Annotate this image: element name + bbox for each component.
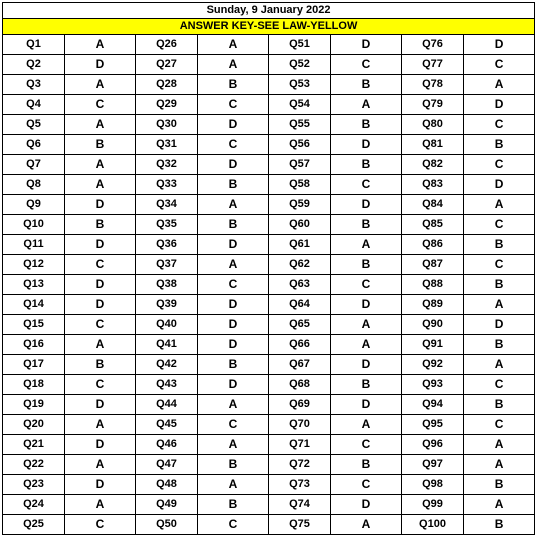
answer-letter: A — [464, 295, 535, 315]
answer-letter: B — [198, 355, 269, 375]
question-number: Q72 — [269, 455, 331, 475]
answer-letter: A — [331, 515, 402, 535]
question-number: Q28 — [136, 75, 198, 95]
answer-letter: B — [65, 135, 136, 155]
question-number: Q69 — [269, 395, 331, 415]
question-number: Q65 — [269, 315, 331, 335]
answer-letter: B — [331, 155, 402, 175]
question-number: Q1 — [3, 35, 65, 55]
question-number: Q52 — [269, 55, 331, 75]
question-number: Q59 — [269, 195, 331, 215]
answer-letter: D — [65, 295, 136, 315]
question-number: Q97 — [402, 455, 464, 475]
answer-letter: C — [65, 315, 136, 335]
answer-letter: D — [331, 35, 402, 55]
answer-letter: C — [65, 375, 136, 395]
question-number: Q91 — [402, 335, 464, 355]
answer-key-table — [2, 2, 535, 535]
question-number: Q20 — [3, 415, 65, 435]
question-number: Q40 — [136, 315, 198, 335]
table-row — [3, 95, 535, 115]
question-number: Q46 — [136, 435, 198, 455]
answer-letter: D — [198, 155, 269, 175]
question-number: Q21 — [3, 435, 65, 455]
question-number: Q29 — [136, 95, 198, 115]
question-number: Q6 — [3, 135, 65, 155]
question-number: Q79 — [402, 95, 464, 115]
answer-letter: B — [464, 275, 535, 295]
question-number: Q36 — [136, 235, 198, 255]
question-number: Q22 — [3, 455, 65, 475]
answer-letter: C — [331, 475, 402, 495]
question-number: Q3 — [3, 75, 65, 95]
question-number: Q55 — [269, 115, 331, 135]
answer-letter: D — [65, 195, 136, 215]
answer-letter: C — [464, 415, 535, 435]
question-number: Q24 — [3, 495, 65, 515]
question-number: Q71 — [269, 435, 331, 455]
question-number: Q96 — [402, 435, 464, 455]
answer-letter: D — [65, 275, 136, 295]
question-number: Q23 — [3, 475, 65, 495]
question-number: Q57 — [269, 155, 331, 175]
question-number: Q58 — [269, 175, 331, 195]
answer-letter: A — [65, 495, 136, 515]
answer-letter: B — [198, 495, 269, 515]
question-number: Q37 — [136, 255, 198, 275]
question-number: Q93 — [402, 375, 464, 395]
question-number: Q12 — [3, 255, 65, 275]
question-number: Q98 — [402, 475, 464, 495]
answer-letter: A — [65, 335, 136, 355]
answer-letter: C — [331, 275, 402, 295]
question-number: Q39 — [136, 295, 198, 315]
answer-letter: A — [65, 175, 136, 195]
answer-letter: D — [331, 295, 402, 315]
answer-letter: B — [65, 355, 136, 375]
table-row — [3, 295, 535, 315]
answer-letter: A — [65, 35, 136, 55]
answer-letter: D — [198, 115, 269, 135]
question-number: Q16 — [3, 335, 65, 355]
question-number: Q87 — [402, 255, 464, 275]
answer-letter: B — [464, 475, 535, 495]
table-row — [3, 315, 535, 335]
question-number: Q31 — [136, 135, 198, 155]
answer-letter: A — [65, 455, 136, 475]
table-row — [3, 75, 535, 95]
question-number: Q48 — [136, 475, 198, 495]
answer-letter: A — [198, 475, 269, 495]
table-row — [3, 335, 535, 355]
question-number: Q45 — [136, 415, 198, 435]
question-number: Q5 — [3, 115, 65, 135]
table-row — [3, 495, 535, 515]
table-row — [3, 255, 535, 275]
answer-letter: B — [331, 255, 402, 275]
answer-letter: B — [331, 115, 402, 135]
table-row — [3, 275, 535, 295]
answer-letter: D — [464, 175, 535, 195]
date-row — [3, 3, 535, 19]
answer-letter: A — [65, 75, 136, 95]
answer-letter: D — [331, 195, 402, 215]
answer-letter: A — [464, 455, 535, 475]
table-row — [3, 55, 535, 75]
answer-letter: A — [464, 355, 535, 375]
question-number: Q47 — [136, 455, 198, 475]
question-number: Q2 — [3, 55, 65, 75]
question-number: Q67 — [269, 355, 331, 375]
answer-letter: A — [198, 395, 269, 415]
answer-letter: D — [65, 55, 136, 75]
answer-letter: B — [464, 335, 535, 355]
question-number: Q86 — [402, 235, 464, 255]
answer-letter: D — [65, 235, 136, 255]
question-number: Q94 — [402, 395, 464, 415]
answer-letter: C — [464, 215, 535, 235]
question-number: Q75 — [269, 515, 331, 535]
answer-letter: D — [464, 95, 535, 115]
question-number: Q95 — [402, 415, 464, 435]
question-number: Q49 — [136, 495, 198, 515]
answer-letter: A — [331, 335, 402, 355]
question-number: Q51 — [269, 35, 331, 55]
question-number: Q13 — [3, 275, 65, 295]
question-number: Q78 — [402, 75, 464, 95]
question-number: Q63 — [269, 275, 331, 295]
table-row — [3, 395, 535, 415]
banner-row — [3, 19, 535, 35]
answer-letter: B — [198, 75, 269, 95]
answer-letter: C — [198, 515, 269, 535]
table-row — [3, 135, 535, 155]
table-row — [3, 215, 535, 235]
answer-letter: C — [198, 415, 269, 435]
question-number: Q53 — [269, 75, 331, 95]
answer-letter: D — [198, 335, 269, 355]
table-row — [3, 175, 535, 195]
question-number: Q19 — [3, 395, 65, 415]
question-number: Q62 — [269, 255, 331, 275]
answer-letter: B — [331, 75, 402, 95]
question-number: Q70 — [269, 415, 331, 435]
answer-letter: C — [464, 55, 535, 75]
question-number: Q73 — [269, 475, 331, 495]
table-row — [3, 375, 535, 395]
question-number: Q38 — [136, 275, 198, 295]
table-row — [3, 435, 535, 455]
answer-letter: C — [464, 255, 535, 275]
question-number: Q99 — [402, 495, 464, 515]
answer-letter: B — [331, 455, 402, 475]
question-number: Q43 — [136, 375, 198, 395]
question-number: Q4 — [3, 95, 65, 115]
question-number: Q34 — [136, 195, 198, 215]
table-row — [3, 355, 535, 375]
answer-letter: A — [331, 415, 402, 435]
answer-letter: C — [65, 255, 136, 275]
question-number: Q14 — [3, 295, 65, 315]
answer-letter: A — [65, 415, 136, 435]
question-number: Q18 — [3, 375, 65, 395]
answer-letter: A — [464, 435, 535, 455]
answer-key-sheet — [2, 2, 533, 535]
answer-letter: D — [331, 135, 402, 155]
answer-letter: C — [464, 375, 535, 395]
answer-letter: C — [464, 155, 535, 175]
question-number: Q42 — [136, 355, 198, 375]
answer-letter: B — [464, 235, 535, 255]
answer-letter: B — [464, 395, 535, 415]
question-number: Q84 — [402, 195, 464, 215]
answer-letter: B — [198, 175, 269, 195]
answer-letter: D — [65, 395, 136, 415]
question-number: Q41 — [136, 335, 198, 355]
question-number: Q74 — [269, 495, 331, 515]
answer-letter: B — [331, 375, 402, 395]
answer-letter: D — [65, 435, 136, 455]
question-number: Q8 — [3, 175, 65, 195]
answer-letter: B — [331, 215, 402, 235]
table-row — [3, 455, 535, 475]
answer-letter: A — [198, 435, 269, 455]
table-row — [3, 475, 535, 495]
answer-letter: A — [464, 75, 535, 95]
answer-letter: A — [198, 35, 269, 55]
answer-letter: D — [198, 375, 269, 395]
answer-letter: A — [331, 315, 402, 335]
answer-letter: C — [464, 115, 535, 135]
answer-letter: C — [331, 175, 402, 195]
question-number: Q54 — [269, 95, 331, 115]
question-number: Q60 — [269, 215, 331, 235]
question-number: Q76 — [402, 35, 464, 55]
table-row — [3, 115, 535, 135]
answer-letter: D — [198, 235, 269, 255]
question-number: Q81 — [402, 135, 464, 155]
answer-key-banner: ANSWER KEY-SEE LAW-YELLOW — [3, 19, 535, 35]
answer-letter: B — [198, 455, 269, 475]
answer-letter: A — [198, 255, 269, 275]
question-number: Q61 — [269, 235, 331, 255]
question-number: Q7 — [3, 155, 65, 175]
answer-letter: B — [464, 135, 535, 155]
question-number: Q89 — [402, 295, 464, 315]
question-number: Q83 — [402, 175, 464, 195]
table-row — [3, 235, 535, 255]
answer-letter: D — [331, 355, 402, 375]
question-number: Q33 — [136, 175, 198, 195]
question-number: Q77 — [402, 55, 464, 75]
answer-letter: C — [65, 515, 136, 535]
answer-letter: C — [65, 95, 136, 115]
question-number: Q25 — [3, 515, 65, 535]
question-number: Q11 — [3, 235, 65, 255]
answer-letter: B — [198, 215, 269, 235]
question-number: Q35 — [136, 215, 198, 235]
table-row — [3, 35, 535, 55]
answer-letter: C — [198, 275, 269, 295]
answer-letter: C — [198, 135, 269, 155]
question-number: Q30 — [136, 115, 198, 135]
question-number: Q9 — [3, 195, 65, 215]
answer-letter: A — [65, 115, 136, 135]
question-number: Q15 — [3, 315, 65, 335]
question-number: Q32 — [136, 155, 198, 175]
question-number: Q56 — [269, 135, 331, 155]
answer-letter: A — [464, 495, 535, 515]
answer-letter: A — [198, 195, 269, 215]
answer-letter: D — [198, 295, 269, 315]
table-row — [3, 515, 535, 535]
table-row — [3, 415, 535, 435]
date-header: Sunday, 9 January 2022 — [3, 3, 535, 19]
answer-letter: A — [65, 155, 136, 175]
question-number: Q82 — [402, 155, 464, 175]
answer-letter: B — [464, 515, 535, 535]
question-number: Q64 — [269, 295, 331, 315]
table-row — [3, 195, 535, 215]
answer-letter: C — [198, 95, 269, 115]
answer-letter: A — [464, 195, 535, 215]
question-number: Q26 — [136, 35, 198, 55]
question-number: Q90 — [402, 315, 464, 335]
answer-letter: D — [464, 315, 535, 335]
question-number: Q100 — [402, 515, 464, 535]
question-number: Q80 — [402, 115, 464, 135]
answer-letter: A — [331, 235, 402, 255]
question-number: Q27 — [136, 55, 198, 75]
question-number: Q44 — [136, 395, 198, 415]
answer-letter: D — [331, 495, 402, 515]
question-number: Q50 — [136, 515, 198, 535]
answer-letter: A — [331, 95, 402, 115]
question-number: Q17 — [3, 355, 65, 375]
answer-letter: C — [331, 55, 402, 75]
question-number: Q66 — [269, 335, 331, 355]
question-number: Q92 — [402, 355, 464, 375]
question-number: Q10 — [3, 215, 65, 235]
answer-letter: D — [198, 315, 269, 335]
table-row — [3, 155, 535, 175]
answer-letter: D — [65, 475, 136, 495]
answer-letter: C — [331, 435, 402, 455]
question-number: Q85 — [402, 215, 464, 235]
answer-letter: D — [464, 35, 535, 55]
answer-letter: D — [331, 395, 402, 415]
question-number: Q68 — [269, 375, 331, 395]
answer-letter: A — [198, 55, 269, 75]
question-number: Q88 — [402, 275, 464, 295]
answer-letter: B — [65, 215, 136, 235]
